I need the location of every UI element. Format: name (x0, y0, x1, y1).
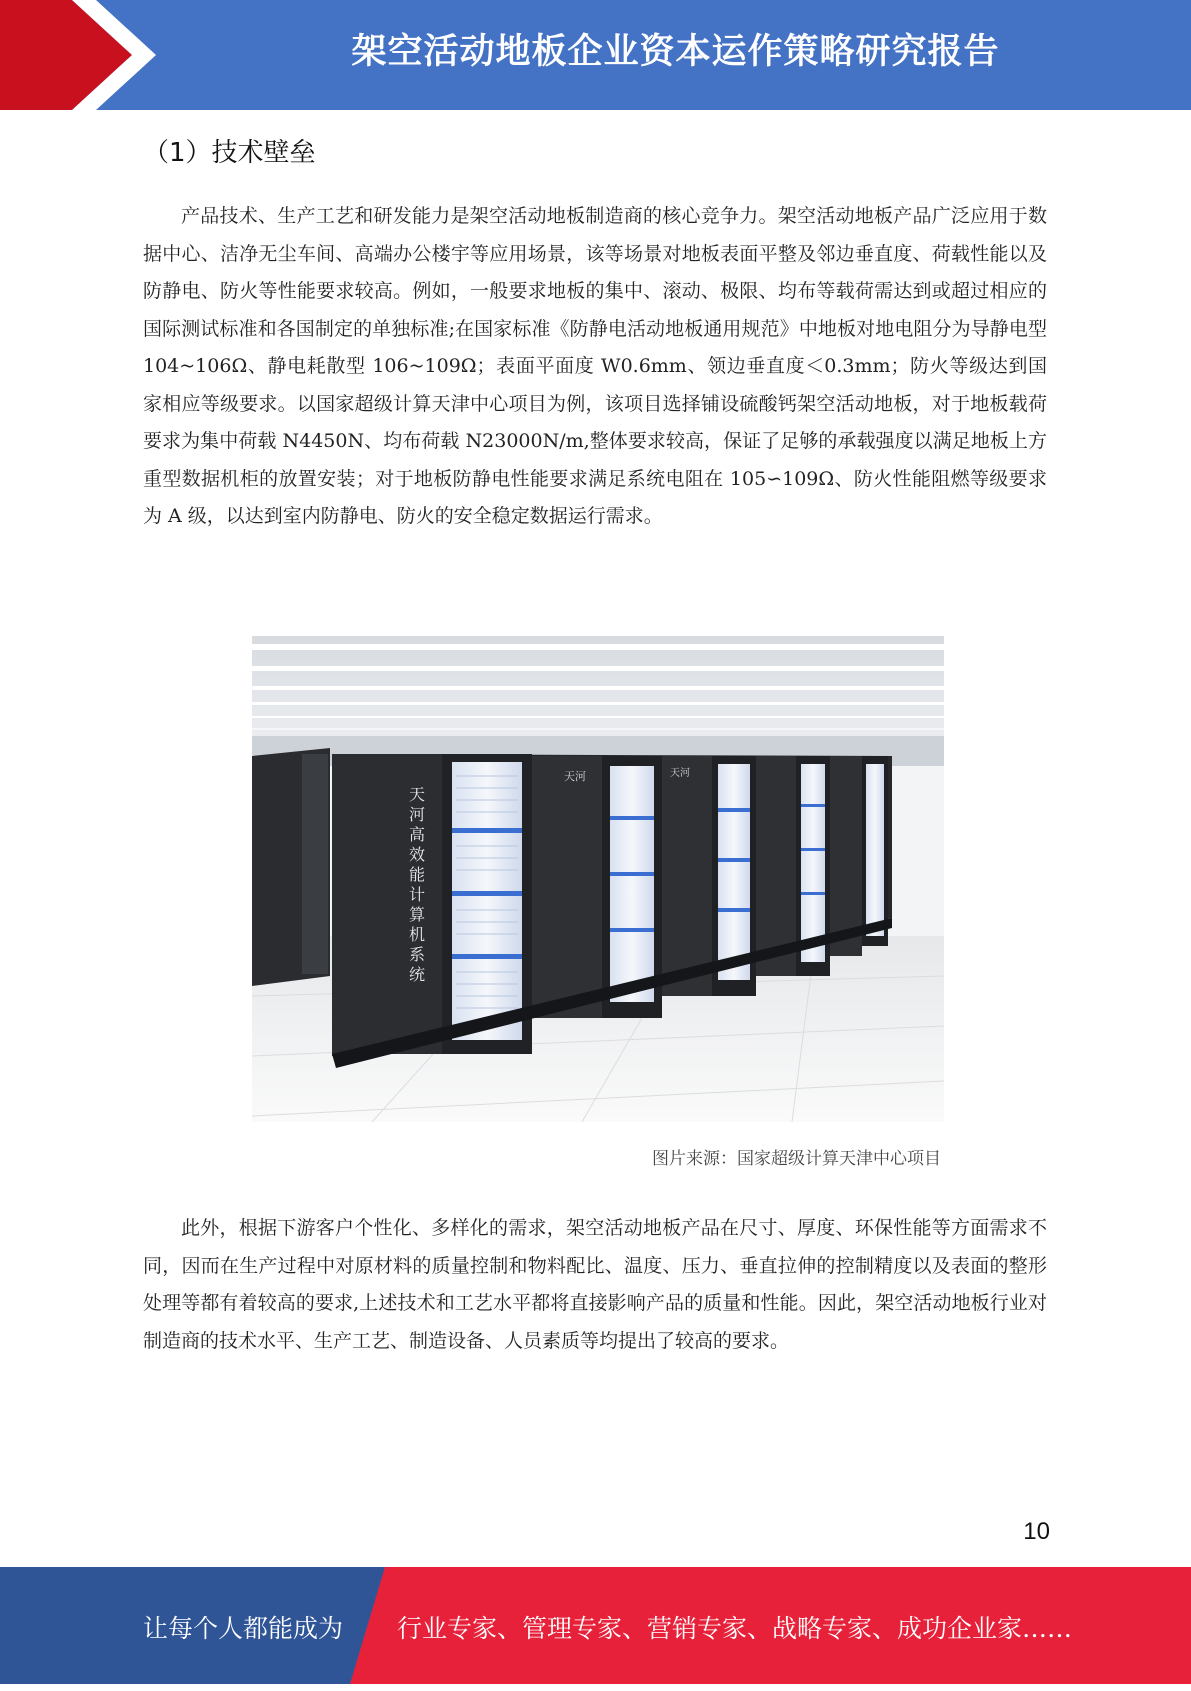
footer-slogan-left: 让每个人都能成为 (143, 1614, 344, 1643)
section-heading: （1）技术壁垒 (143, 138, 316, 168)
cabinet-small-label-1: 天河 (564, 770, 586, 783)
header-arrow-decoration (0, 0, 190, 110)
body-paragraph-2: 此外，根据下游客户个性化、多样化的需求，架空活动地板产品在尺寸、厚度、环保性能等方面需求不同，因而在生产过程中对原材料的质量控制和物料配比、温度、压力、垂直拉伸的控制精度以及表面的整形处理等都有着较高的要求,上述技术和工艺水平都将直接影响产品的质量和性能。因此，架空活动地板行业对制造商的技术水平、生产工艺、制造设备、人员素质等均提出了较高的要求。 (143, 1217, 1047, 1352)
supercomputer-illustration (252, 636, 944, 1122)
datacenter-photo (252, 636, 944, 1122)
report-title: 架空活动地板企业资本运作策略研究报告 (351, 32, 1000, 72)
figure-caption: 图片来源：国家超级计算天津中心项目 (652, 1149, 941, 1169)
footer-slogan-right: 行业专家、管理专家、营销专家、战略专家、成功企业家…… (397, 1614, 1073, 1643)
body-paragraph-1: 产品技术、生产工艺和研发能力是架空活动地板制造商的核心竞争力。架空活动地板产品广泛应用于数据中心、洁净无尘车间、高端办公楼宇等应用场景，该等场景对地板表面平整及邻边垂直度、荷载性能以及防静电、防火等性能要求较高。例如，一般要求地板的集中、滚动、极限、均布等载荷需达到或超过相应的国际测试标准和各国制定的单独标准;在国家标准《防静电活动地板通用规范》中地板对地电阻分为导静电型 104~106Ω、静电耗散型 106~109Ω；表面平面度 W0.6mm、领边垂直度＜0.3mm；防火等级达到国家相应等级要求。以国家超级计算天津中心项目为例，该项目选择铺设硫酸钙架空活动地板，对于地板载荷要求为集中荷载 N4450N、均布荷载 N23000N/m,整体要求较高，保证了足够的承载强度以满足地板上方重型数据机柜的放置安装；对于地板防静电性能要求满足系统电阻在 105∽109Ω、防火性能阻燃等级要求为 A 级，以达到室内防静电、防火的安全稳定数据运行需求。 (143, 205, 1047, 527)
page-footer (0, 1567, 1191, 1684)
cabinet-label: 天河高效能计算机系统 (406, 786, 426, 986)
page-header (0, 0, 1191, 110)
cabinet-small-label-2: 天河 (670, 768, 690, 779)
page-number: 10 (1023, 1518, 1050, 1545)
